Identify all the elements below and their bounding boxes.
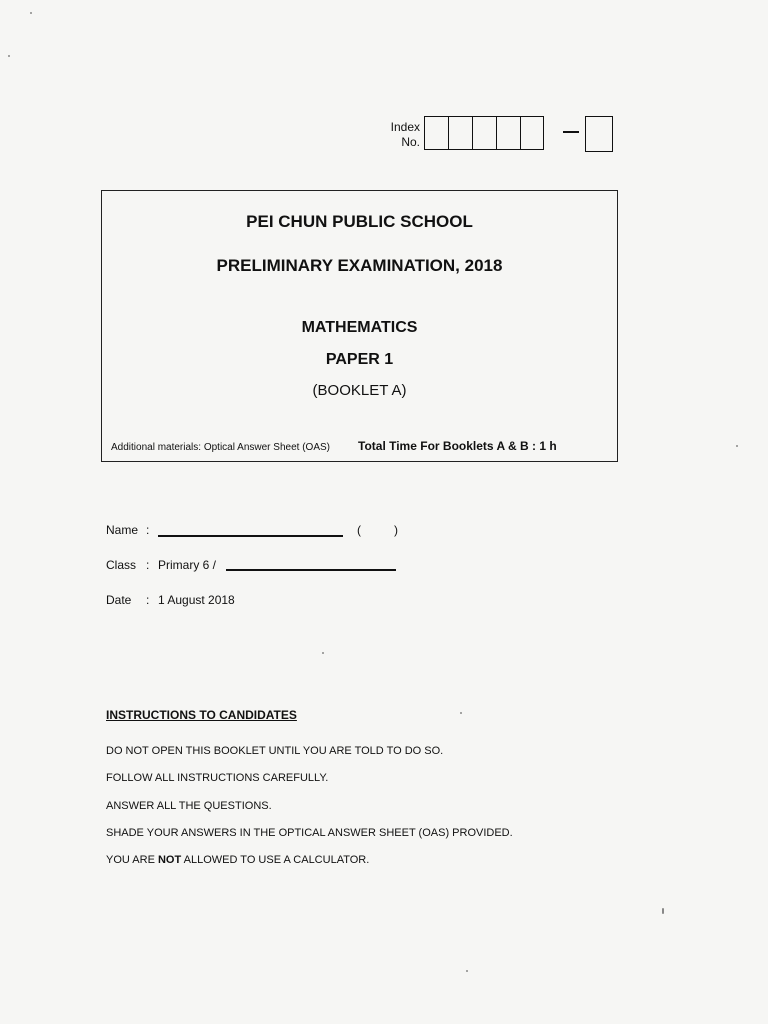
name-field-line[interactable] [158, 535, 343, 537]
index-digit-box [424, 116, 448, 150]
instruction-text: YOU ARE [106, 854, 158, 867]
index-suffix-box [585, 116, 613, 152]
instructions-heading: INSTRUCTIONS TO CANDIDATES [106, 708, 297, 722]
class-label: Class [106, 558, 137, 572]
scan-speck [662, 908, 664, 914]
scan-speck [30, 12, 32, 14]
index-label-line2: No. [401, 135, 420, 149]
paper-title: PAPER 1 [325, 351, 394, 368]
scan-speck [8, 55, 10, 57]
name-colon: : [146, 523, 150, 537]
class-value: Primary 6 / [158, 558, 217, 572]
instruction-item: ANSWER ALL THE QUESTIONS. [106, 799, 272, 812]
date-value: 1 August 2018 [158, 593, 235, 607]
scan-speck [460, 712, 462, 714]
class-field-line[interactable] [226, 569, 396, 571]
exam-title: PRELIMINARY EXAMINATION, 2018 [216, 256, 503, 275]
index-digit-box [448, 116, 472, 150]
instruction-item [106, 854, 513, 881]
register-close-paren: ) [394, 523, 398, 537]
index-number-boxes [424, 116, 544, 150]
index-digit-box [472, 116, 496, 150]
instruction-item: FOLLOW ALL INSTRUCTIONS CAREFULLY. [106, 772, 329, 785]
instruction-item: DO NOT OPEN THIS BOOKLET UNTIL YOU ARE TOLD TO DO SO. [106, 745, 444, 757]
index-label [380, 120, 420, 150]
additional-materials: Additional materials: Optical Answer Sheet (OAS) [111, 442, 330, 453]
class-colon: : [146, 558, 150, 572]
index-digit-box [496, 116, 520, 150]
index-label-line1: Index [390, 120, 420, 134]
instructions-list [106, 745, 513, 881]
title-box [101, 190, 618, 462]
scan-speck [322, 652, 324, 654]
booklet-label: (BOOKLET A) [312, 382, 407, 399]
index-digit-box [520, 116, 544, 150]
index-dash [563, 131, 579, 133]
scan-speck [736, 445, 738, 447]
register-open-paren: ( [357, 523, 361, 537]
scan-speck [466, 970, 468, 972]
instruction-emphasis: NOT [157, 854, 182, 867]
instruction-text: ALLOWED TO USE A CALCULATOR. [181, 854, 370, 867]
subject-title: MATHEMATICS [301, 319, 418, 336]
date-colon: : [146, 593, 150, 607]
name-label: Name [106, 523, 139, 537]
total-time: Total Time For Booklets A & B : 1 h [358, 439, 557, 453]
school-name: PEI CHUN PUBLIC SCHOOL [246, 212, 473, 231]
instruction-item: SHADE YOUR ANSWERS IN THE OPTICAL ANSWER SHEET (OAS) PROVIDED. [106, 826, 513, 839]
date-label: Date [106, 593, 132, 607]
